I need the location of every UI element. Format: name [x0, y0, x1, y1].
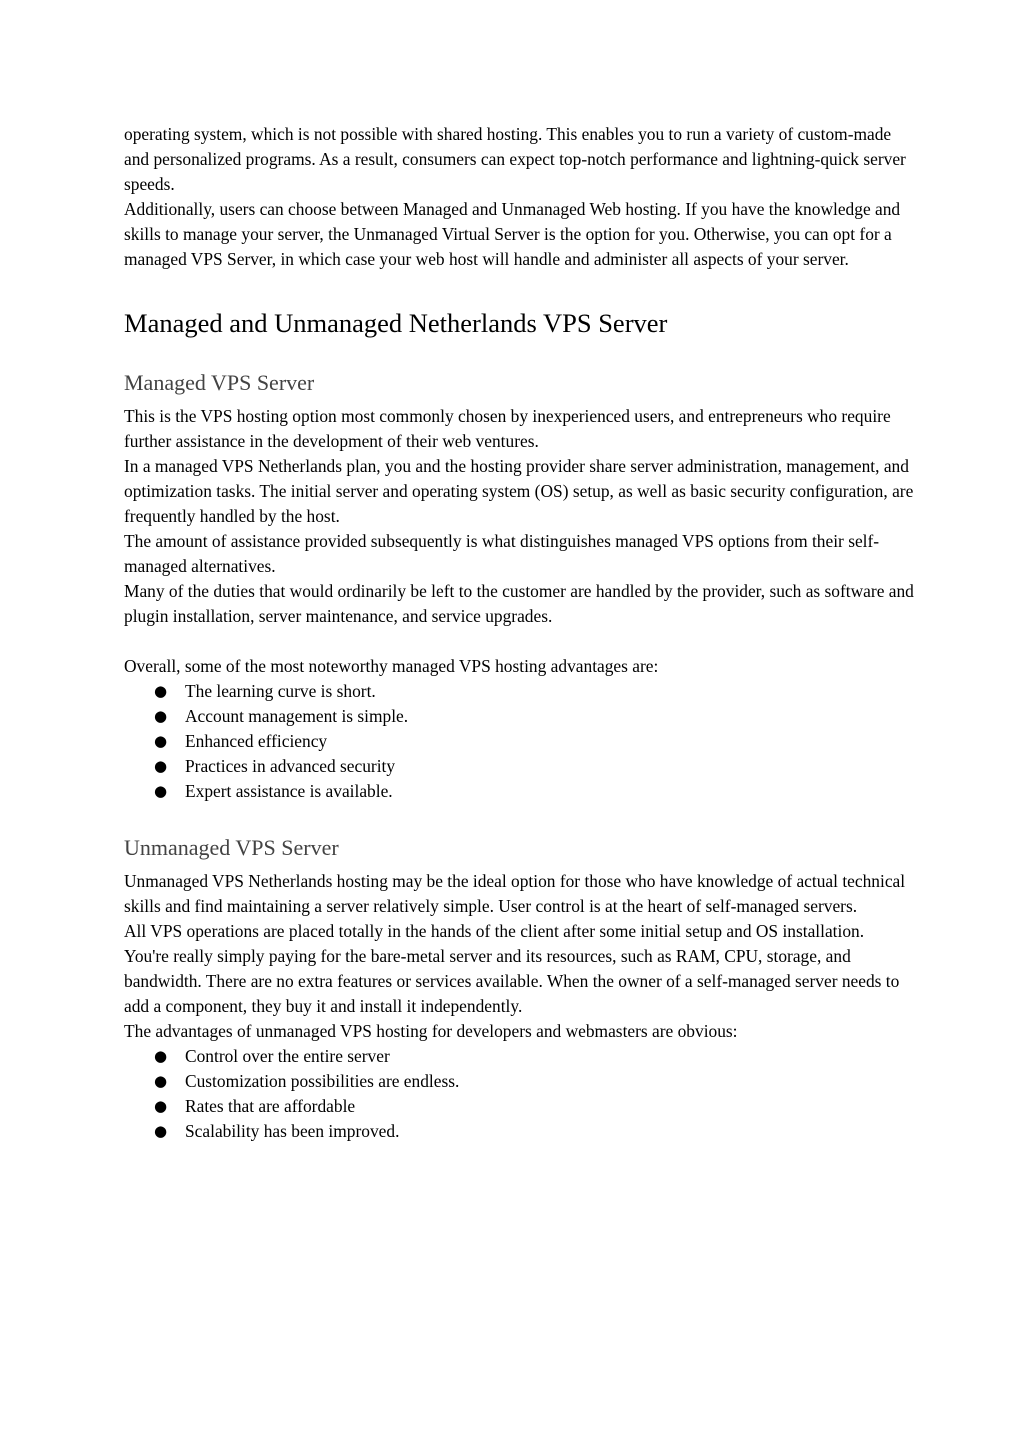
list-item: ● Account management is simple.	[124, 704, 914, 729]
intro-paragraph-2: Additionally, users can choose between Managed and Unmanaged Web hosting. If you have the knowledge and skills to manage your server, the Unmanaged Virtual Server is the option for you. Otherwise, you can opt for a managed VPS Server, in which case your web host will handle and administer all aspects of your server.	[124, 199, 901, 269]
intro-paragraph-1: operating system, which is not possible with shared hosting. This enables you to run a variety of custom-made and personalized programs. As a result, consumers can expect top-notch performance and lightning-quick server speeds.	[124, 124, 906, 194]
unmanaged-paragraph-4: The advantages of unmanaged VPS hosting for developers and webmasters are obvious:	[124, 1021, 738, 1041]
list-item: ● Practices in advanced security	[124, 754, 914, 779]
list-item: ● Expert assistance is available.	[124, 779, 914, 804]
managed-advantages-list	[124, 679, 914, 804]
main-heading: Managed and Unmanaged Netherlands VPS Server	[124, 308, 668, 338]
list-item: ● Scalability has been improved.	[124, 1119, 914, 1144]
paragraph-spacer	[124, 629, 914, 654]
managed-paragraph-2: In a managed VPS Netherlands plan, you and the hosting provider share server administration, management, and optimization tasks. The initial server and operating system (OS) setup, as well as basic security configuration, are frequently handled by the host.	[124, 456, 914, 526]
managed-heading: Managed VPS Server	[124, 370, 315, 395]
list-item: ● Enhanced efficiency	[124, 729, 914, 754]
managed-paragraph-1: This is the VPS hosting option most commonly chosen by inexperienced users, and entrepreneurs who require further assistance in the development of their web ventures.	[124, 406, 891, 451]
document-page	[124, 122, 914, 1144]
managed-paragraph-4: Many of the duties that would ordinarily be left to the customer are handled by the provider, such as software and plugin installation, server maintenance, and service upgrades.	[124, 581, 914, 626]
unmanaged-paragraph-3: You're really simply paying for the bare-metal server and its resources, such as RAM, CPU, storage, and bandwidth. There are no extra features or services available. When the owner of a self-managed server needs to add a component, they buy it and install it independently.	[124, 946, 900, 1016]
managed-list-intro: Overall, some of the most noteworthy managed VPS hosting advantages are:	[124, 656, 659, 676]
list-item: ● Rates that are affordable	[124, 1094, 914, 1119]
unmanaged-advantages-list	[124, 1044, 914, 1144]
managed-paragraph-3: The amount of assistance provided subsequently is what distinguishes managed VPS options from their self-managed alternatives.	[124, 531, 880, 576]
list-item: ● Control over the entire server	[124, 1044, 914, 1069]
unmanaged-paragraph-2: All VPS operations are placed totally in the hands of the client after some initial setup and OS installation.	[124, 921, 865, 941]
unmanaged-paragraph-1: Unmanaged VPS Netherlands hosting may be the ideal option for those who have knowledge of actual technical skills and find maintaining a server relatively simple. User control is at the heart of self-managed servers.	[124, 871, 906, 916]
list-item: ● Customization possibilities are endless.	[124, 1069, 914, 1094]
unmanaged-heading: Unmanaged VPS Server	[124, 835, 339, 860]
list-item: ● The learning curve is short.	[124, 679, 914, 704]
